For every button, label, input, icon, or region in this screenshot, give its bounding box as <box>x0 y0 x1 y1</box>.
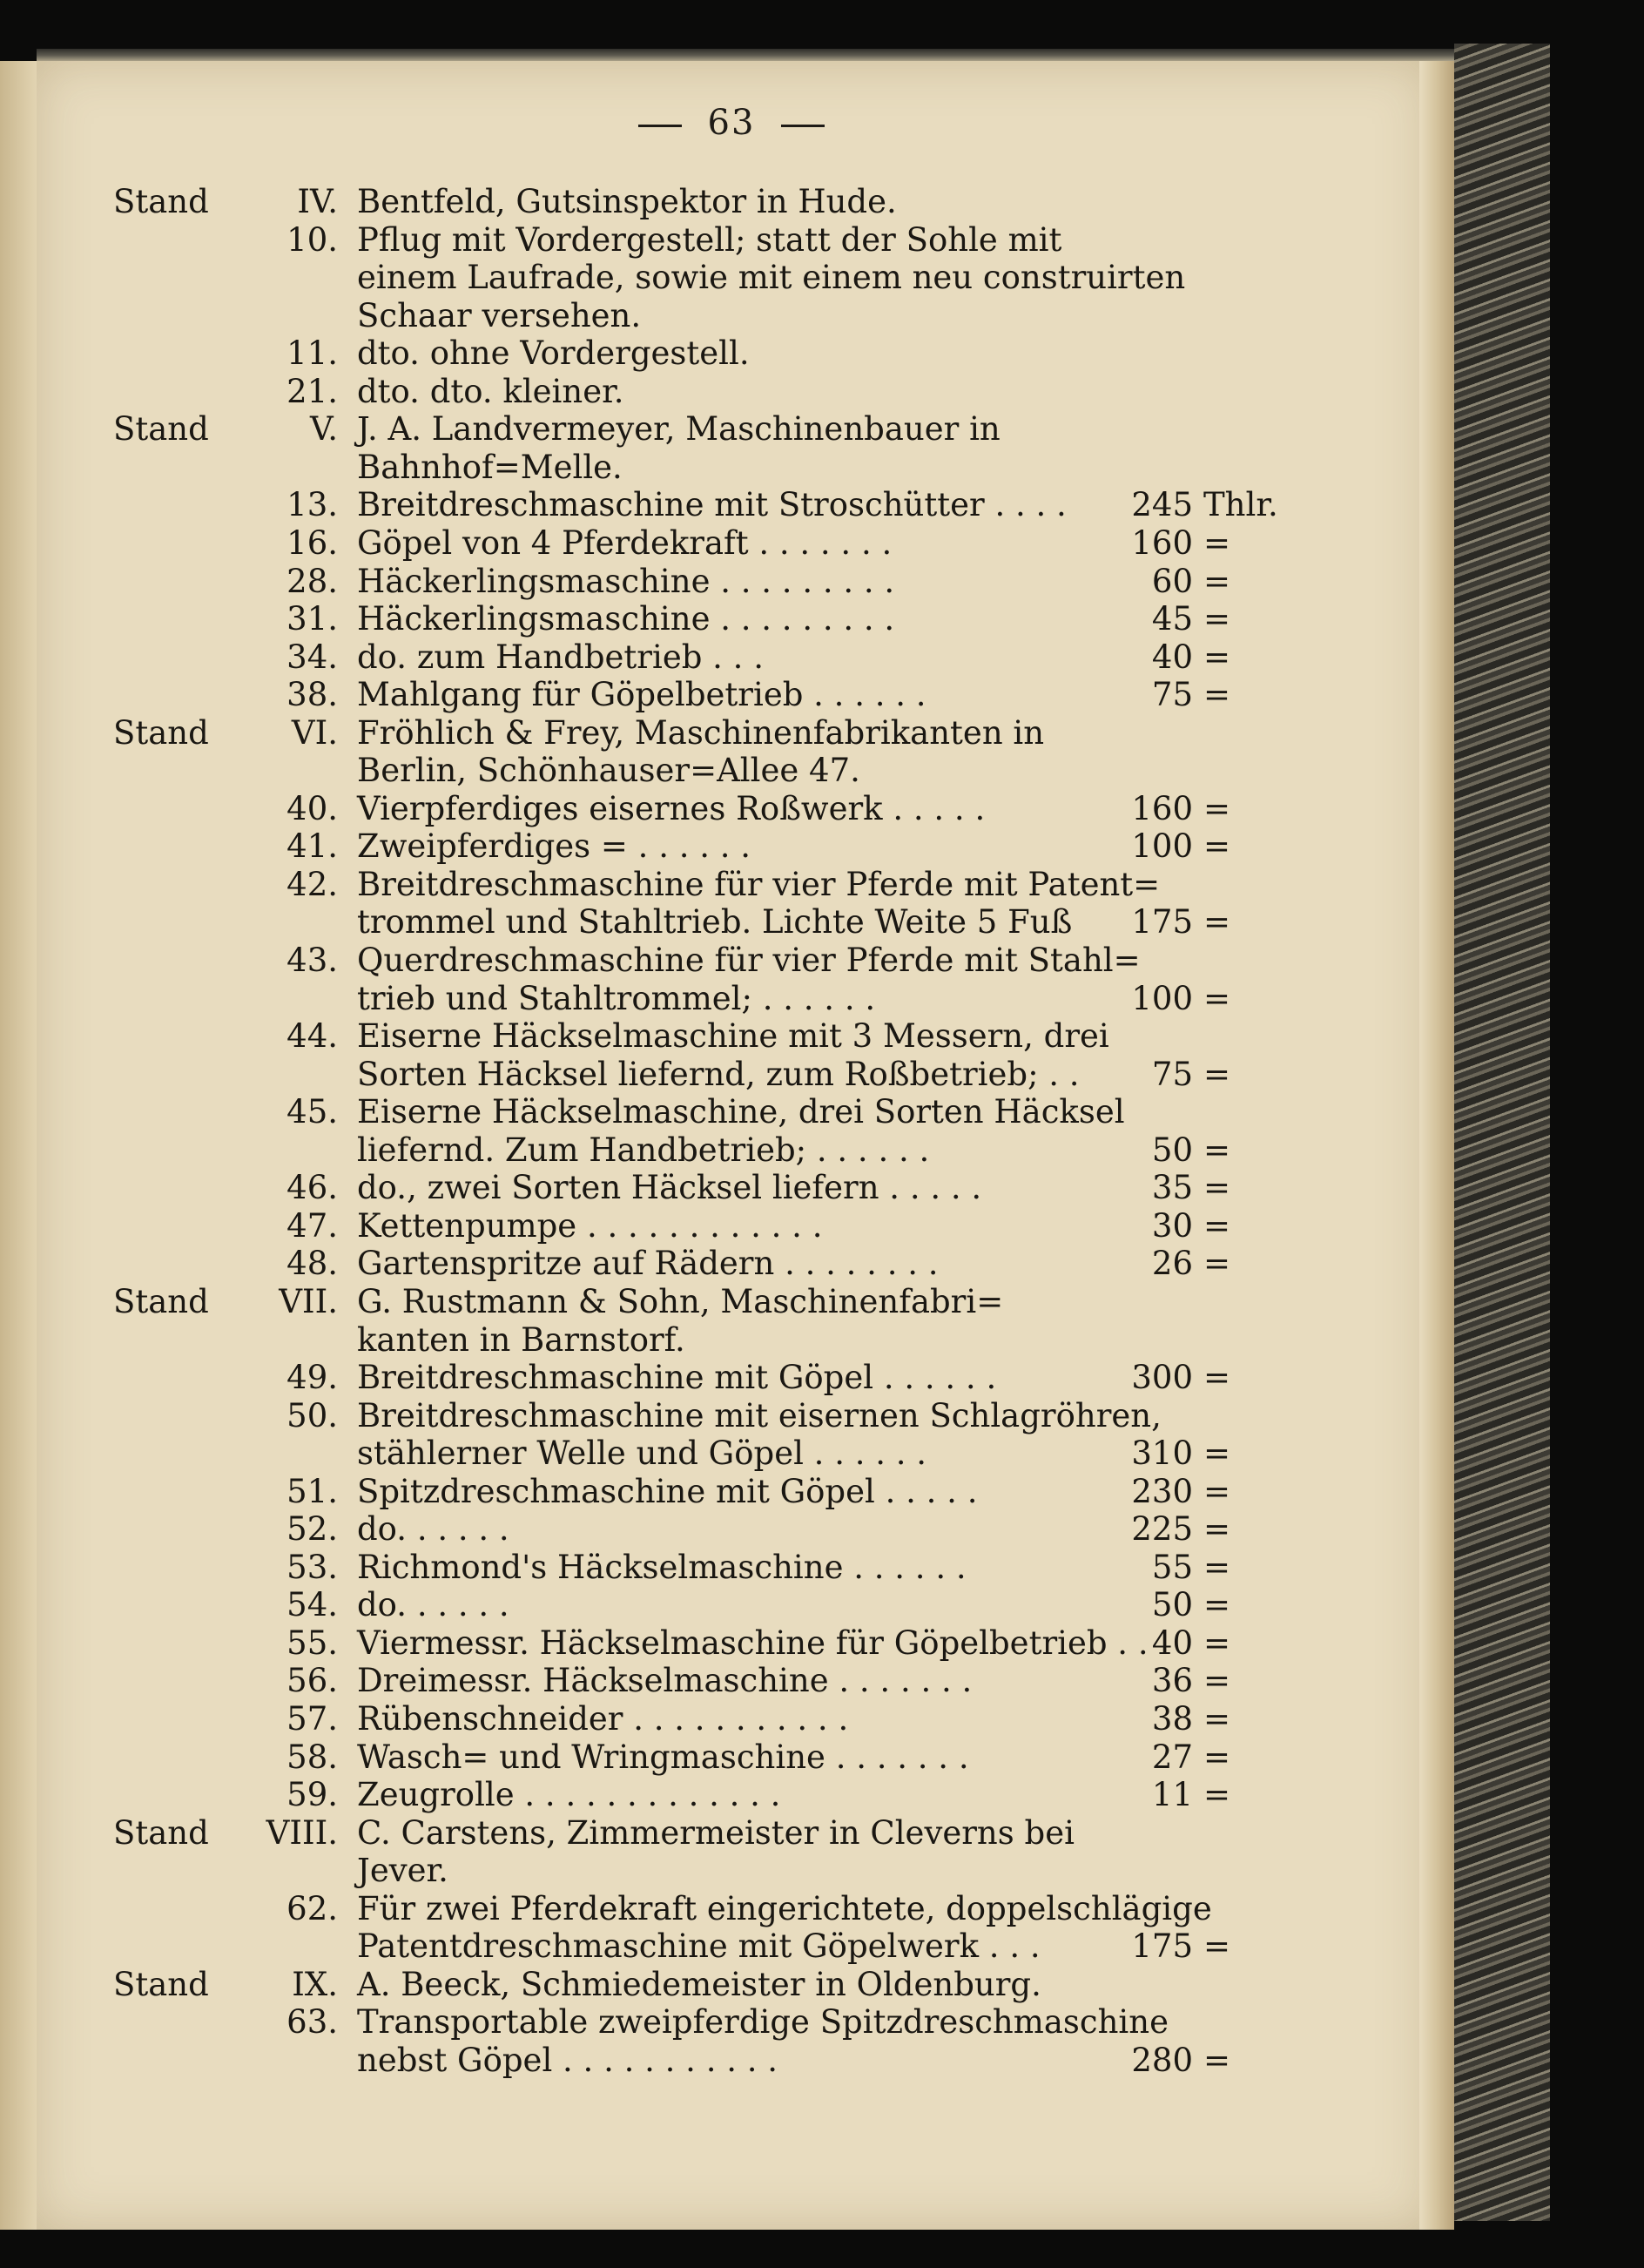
item-number: 43. <box>286 942 338 979</box>
entry-row <box>0 600 1644 638</box>
item-description: Rübenschneider . . . . . . . . . . . <box>357 1700 849 1738</box>
item-unit: = <box>1203 1586 1231 1624</box>
dash-right <box>781 125 825 127</box>
item-description: dto. dto. kleiner. <box>357 372 624 410</box>
item-number: 10. <box>286 220 338 259</box>
item-number: 45. <box>286 1093 338 1131</box>
item-description: Häckerlingsmaschine . . . . . . . . . <box>357 600 895 638</box>
stand-label: Stand <box>113 410 209 449</box>
item-price: 36 <box>1151 1662 1193 1700</box>
item-price: 160 <box>1131 523 1193 562</box>
entry-row <box>0 334 1644 373</box>
entry-row <box>0 1283 1644 1321</box>
entry-row <box>0 1927 1644 1966</box>
item-unit: = <box>1203 1738 1231 1776</box>
item-unit: = <box>1203 1776 1231 1814</box>
entry-row <box>0 1434 1644 1473</box>
item-description: Kettenpumpe . . . . . . . . . . . . <box>357 1206 823 1245</box>
entry-row <box>0 373 1644 411</box>
item-price: 50 <box>1151 1586 1193 1624</box>
entry-row <box>0 1017 1644 1056</box>
item-price: 175 <box>1131 1927 1193 1966</box>
item-number: 47. <box>286 1206 338 1245</box>
item-number: 13. <box>286 486 338 524</box>
item-description: trommel und Stahltrieb. Lichte Weite 5 Fuß <box>357 903 1073 942</box>
item-unit: = <box>1203 1434 1231 1473</box>
item-unit: = <box>1203 1169 1231 1207</box>
entry-row <box>0 1814 1644 1853</box>
item-description: do., zwei Sorten Häcksel liefern . . . . . <box>357 1169 982 1207</box>
item-number: 49. <box>286 1359 338 1397</box>
entry-row <box>0 1890 1644 1928</box>
item-number: 52. <box>286 1510 338 1549</box>
entry-row <box>0 1776 1644 1814</box>
entry-row <box>0 1624 1644 1663</box>
item-description: Häckerlingsmaschine . . . . . . . . . <box>357 562 895 600</box>
item-unit: = <box>1203 903 1231 942</box>
entry-row <box>0 1169 1644 1207</box>
entry-row <box>0 1207 1644 1245</box>
entry-row <box>0 1093 1644 1131</box>
entry-row <box>0 903 1644 942</box>
stand-roman: VI. <box>291 713 338 752</box>
stand-roman: VIII. <box>266 1813 338 1852</box>
item-price: 280 <box>1131 2041 1193 2079</box>
item-description: Eiserne Häckselmaschine mit 3 Messern, drei <box>357 1017 1109 1056</box>
entry-row <box>0 1245 1644 1283</box>
item-unit: = <box>1203 1245 1231 1283</box>
item-description: trieb und Stahltrommel; . . . . . . <box>357 979 876 1017</box>
item-unit: = <box>1203 1359 1231 1397</box>
item-price: 300 <box>1131 1359 1193 1397</box>
entry-row <box>0 714 1644 753</box>
item-description: Berlin, Schönhauser=Allee 47. <box>357 752 860 790</box>
item-description: Pflug mit Vordergestell; statt der Sohle mit <box>357 220 1062 259</box>
stand-roman: IX. <box>292 1965 338 2003</box>
item-price: 30 <box>1151 1206 1193 1245</box>
item-description: do. zum Handbetrieb . . . <box>357 638 764 676</box>
entry-row <box>0 1321 1644 1360</box>
item-description: Wasch= und Wringmaschine . . . . . . . <box>357 1738 969 1776</box>
item-price: 225 <box>1131 1510 1193 1549</box>
stand-label: Stand <box>113 1813 209 1852</box>
item-unit: = <box>1203 1472 1231 1510</box>
item-unit: = <box>1203 523 1231 562</box>
item-price: 45 <box>1151 600 1193 638</box>
item-number: 55. <box>286 1623 338 1662</box>
item-unit: = <box>1203 1206 1231 1245</box>
item-description: C. Carstens, Zimmermeister in Cleverns bei <box>357 1813 1075 1852</box>
entry-row <box>0 1586 1644 1624</box>
item-number: 31. <box>286 600 338 638</box>
item-number: 44. <box>286 1017 338 1056</box>
entry-row <box>0 1510 1644 1549</box>
item-description: Bentfeld, Gutsinspektor in Hude. <box>357 183 897 220</box>
item-description: Richmond's Häckselmaschine . . . . . . <box>357 1548 967 1586</box>
entry-row <box>0 297 1644 335</box>
item-unit: = <box>1203 1131 1231 1169</box>
item-price: 245 <box>1131 486 1193 524</box>
item-description: Breitdreschmaschine mit Göpel . . . . . . <box>357 1359 997 1397</box>
entry-row <box>0 449 1644 487</box>
item-price: 38 <box>1151 1700 1193 1738</box>
item-number: 28. <box>286 562 338 600</box>
item-description: do. . . . . . <box>357 1510 509 1549</box>
entry-row <box>0 790 1644 828</box>
entry-row <box>0 638 1644 677</box>
entry-row <box>0 259 1644 297</box>
item-unit: = <box>1203 638 1231 676</box>
item-number: 34. <box>286 638 338 676</box>
entry-row <box>0 410 1644 449</box>
item-description: Zeugrolle . . . . . . . . . . . . . <box>357 1776 781 1814</box>
item-number: 42. <box>286 865 338 903</box>
item-description: Breitdreschmaschine mit eisernen Schlagröhren, <box>357 1396 1162 1434</box>
item-number: 56. <box>286 1662 338 1700</box>
item-description: Mahlgang für Göpelbetrieb . . . . . . <box>357 676 926 714</box>
page-number <box>592 103 871 143</box>
item-number: 51. <box>286 1472 338 1510</box>
item-number: 58. <box>286 1738 338 1776</box>
item-description: Querdreschmaschine für vier Pferde mit Stahl= <box>357 942 1141 979</box>
item-number: 21. <box>286 372 338 410</box>
item-price: 27 <box>1151 1738 1193 1776</box>
item-unit: = <box>1203 1510 1231 1549</box>
item-number: 50. <box>286 1396 338 1434</box>
item-description: Göpel von 4 Pferdekraft . . . . . . . <box>357 523 893 562</box>
item-number: 54. <box>286 1586 338 1624</box>
item-number: 53. <box>286 1548 338 1586</box>
item-description: stählerner Welle und Göpel . . . . . . <box>357 1434 927 1473</box>
item-number: 59. <box>286 1776 338 1814</box>
item-price: 100 <box>1131 979 1193 1017</box>
item-price: 11 <box>1151 1776 1193 1814</box>
entry-row <box>0 1738 1644 1777</box>
item-unit: = <box>1203 600 1231 638</box>
item-price: 175 <box>1131 903 1193 942</box>
item-unit: = <box>1203 979 1231 1017</box>
item-unit: Thlr. <box>1203 486 1278 524</box>
item-unit: = <box>1203 827 1231 866</box>
item-description: liefernd. Zum Handbetrieb; . . . . . . <box>357 1131 930 1169</box>
entry-row <box>0 221 1644 260</box>
item-price: 75 <box>1151 676 1193 714</box>
entry-row <box>0 183 1644 221</box>
item-unit: = <box>1203 2041 1231 2079</box>
item-number: 46. <box>286 1169 338 1207</box>
entry-row <box>0 980 1644 1018</box>
item-description: G. Rustmann & Sohn, Maschinenfabri= <box>357 1282 1004 1320</box>
item-description: Zweipferdiges = . . . . . . <box>357 827 751 866</box>
item-number: 11. <box>286 334 338 373</box>
item-description: Bahnhof=Melle. <box>357 448 623 486</box>
entry-row <box>0 1473 1644 1511</box>
item-description: Dreimessr. Häckselmaschine . . . . . . . <box>357 1662 973 1700</box>
item-number: 62. <box>286 1889 338 1927</box>
entry-row <box>0 1852 1644 1890</box>
entry-row <box>0 1359 1644 1397</box>
item-unit: = <box>1203 676 1231 714</box>
entry-row <box>0 1397 1644 1435</box>
item-description: Sorten Häcksel liefernd, zum Roßbetrieb; . . <box>357 1055 1080 1093</box>
item-description: kanten in Barnstorf. <box>357 1320 685 1359</box>
item-description: Breitdreschmaschine für vier Pferde mit Patent= <box>357 865 1161 903</box>
item-number: 38. <box>286 676 338 714</box>
entry-row <box>0 676 1644 714</box>
entry-row <box>0 942 1644 980</box>
item-description: do. . . . . . <box>357 1586 509 1624</box>
item-price: 35 <box>1151 1169 1193 1207</box>
item-unit: = <box>1203 1662 1231 1700</box>
stand-roman: VII. <box>279 1282 338 1320</box>
item-price: 75 <box>1151 1055 1193 1093</box>
item-unit: = <box>1203 1623 1231 1662</box>
item-price: 40 <box>1151 1623 1193 1662</box>
item-description: Spitzdreschmaschine mit Göpel . . . . . <box>357 1472 978 1510</box>
entry-row <box>0 1131 1644 1170</box>
item-price: 40 <box>1151 638 1193 676</box>
item-description: A. Beeck, Schmiedemeister in Oldenburg. <box>357 1965 1041 2003</box>
item-description: Breitdreschmaschine mit Stroschütter . . . . <box>357 486 1067 524</box>
page-number-text: 63 <box>707 103 756 143</box>
item-unit: = <box>1203 1700 1231 1738</box>
item-unit: = <box>1203 789 1231 827</box>
stand-label: Stand <box>113 1282 209 1320</box>
entry-row <box>0 1700 1644 1738</box>
item-description: Schaar versehen. <box>357 296 642 334</box>
item-unit: = <box>1203 1927 1231 1966</box>
item-number: 57. <box>286 1700 338 1738</box>
item-unit: = <box>1203 562 1231 600</box>
entry-row <box>0 752 1644 790</box>
entry-row <box>0 827 1644 866</box>
item-description: Eiserne Häckselmaschine, drei Sorten Häcksel <box>357 1093 1125 1131</box>
item-description: Fröhlich & Frey, Maschinenfabrikanten in <box>357 713 1045 752</box>
item-price: 230 <box>1131 1472 1193 1510</box>
item-price: 55 <box>1151 1548 1193 1586</box>
stand-label: Stand <box>113 183 209 220</box>
entry-row <box>0 1662 1644 1700</box>
item-number: 41. <box>286 827 338 866</box>
dash-left <box>638 125 682 127</box>
item-description: Transportable zweipferdige Spitzdreschmaschine <box>357 2003 1169 2042</box>
item-description: Vierpferdiges eisernes Roßwerk . . . . . <box>357 789 986 827</box>
item-description: nebst Göpel . . . . . . . . . . . <box>357 2041 778 2079</box>
entry-row <box>0 2003 1644 2042</box>
item-price: 50 <box>1151 1131 1193 1169</box>
entry-row <box>0 563 1644 601</box>
entry-row <box>0 486 1644 524</box>
item-description: Viermessr. Häckselmaschine für Göpelbetrieb . . <box>357 1623 1149 1662</box>
stand-label: Stand <box>113 713 209 752</box>
item-price: 26 <box>1151 1245 1193 1283</box>
item-description: Jever. <box>357 1852 448 1890</box>
item-description: einem Laufrade, sowie mit einem neu construirten <box>357 259 1186 297</box>
item-number: 16. <box>286 523 338 562</box>
entry-row <box>0 1966 1644 2004</box>
item-description: Patentdreschmaschine mit Göpelwerk . . . <box>357 1927 1041 1966</box>
item-price: 310 <box>1131 1434 1193 1473</box>
item-description: dto. ohne Vordergestell. <box>357 334 750 373</box>
stand-label: Stand <box>113 1965 209 2003</box>
item-number: 48. <box>286 1245 338 1283</box>
item-price: 160 <box>1131 789 1193 827</box>
entry-row <box>0 1056 1644 1094</box>
item-price: 60 <box>1151 562 1193 600</box>
entry-row <box>0 1549 1644 1587</box>
item-price: 100 <box>1131 827 1193 866</box>
item-unit: = <box>1203 1548 1231 1586</box>
entry-row <box>0 2042 1644 2080</box>
item-description: J. A. Landvermeyer, Maschinenbauer in <box>357 410 1001 449</box>
stand-roman: IV. <box>297 183 338 220</box>
item-description: Gartenspritze auf Rädern . . . . . . . . <box>357 1245 939 1283</box>
item-unit: = <box>1203 1055 1231 1093</box>
entry-row <box>0 524 1644 563</box>
item-number: 63. <box>286 2003 338 2042</box>
item-description: Für zwei Pferdekraft eingerichtete, doppelschlägige <box>357 1889 1212 1927</box>
stand-roman: V. <box>309 410 338 449</box>
item-number: 40. <box>286 789 338 827</box>
entry-row <box>0 866 1644 904</box>
